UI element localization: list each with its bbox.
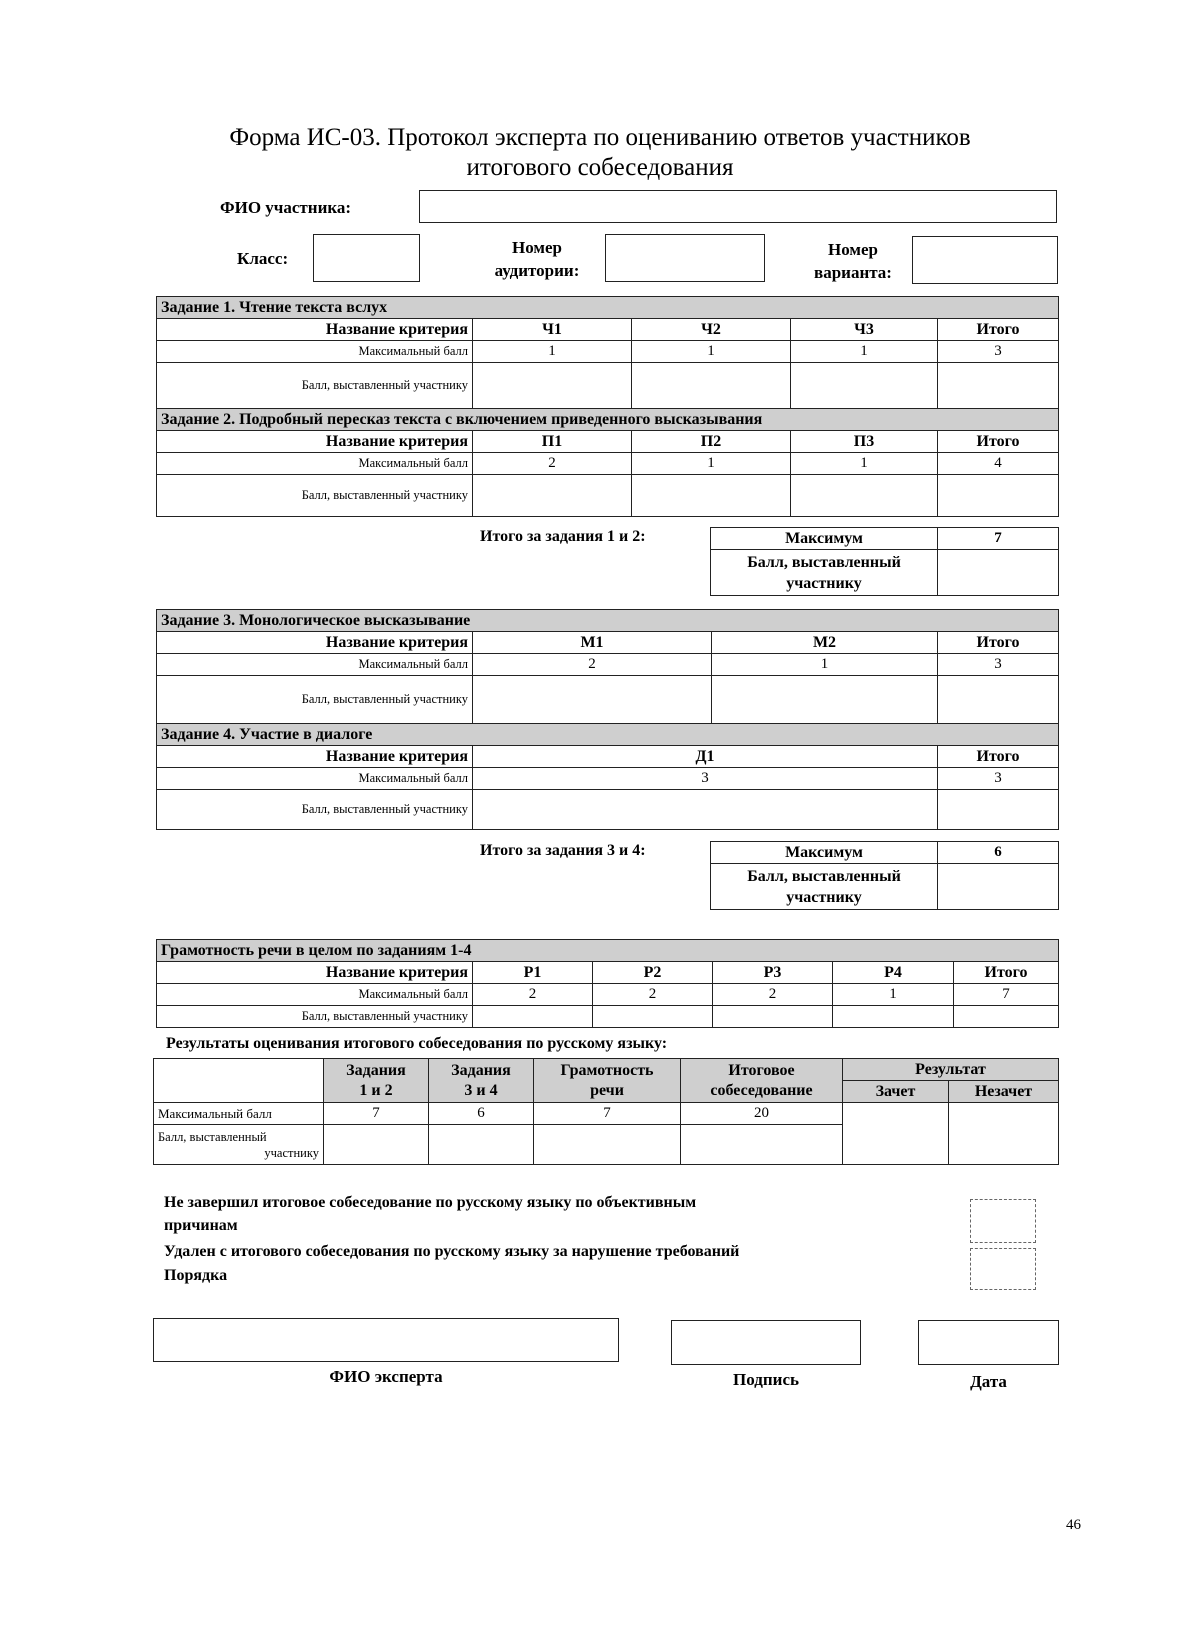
max-score-label: Максимальный балл — [157, 768, 473, 790]
tasks-3-4-table — [156, 609, 1059, 830]
not-finished-line1: Не завершил итоговое собеседование по русскому языку по объективным — [164, 1194, 697, 1211]
literacy-max-r4: 1 — [833, 984, 954, 1006]
participant-score-label: Балл, выставленный участнику — [157, 475, 473, 517]
task1-crit-ch2: Ч2 — [632, 319, 791, 341]
results-max-row-label: Максимальный балл — [154, 1103, 324, 1125]
not-finished-checkbox[interactable] — [970, 1199, 1036, 1243]
results-score-tasks34[interactable] — [429, 1125, 534, 1165]
task3-max-m1: 2 — [473, 654, 712, 676]
room-label-2: аудитории: — [494, 261, 580, 280]
task2-crit-p3: П3 — [791, 431, 938, 453]
results-col2-line2: 3 и 4 — [464, 1081, 498, 1099]
literacy-table — [156, 939, 1059, 1028]
task2-score-total[interactable] — [938, 475, 1059, 517]
sum34-table — [710, 841, 1059, 910]
literacy-score-total[interactable] — [954, 1006, 1059, 1028]
task3-total-header: Итого — [938, 632, 1059, 654]
task4-max-d1: 3 — [473, 768, 938, 790]
task4-crit-d1: Д1 — [473, 746, 938, 768]
task2-max-p2: 1 — [632, 453, 791, 475]
literacy-crit-r1: Р1 — [473, 962, 593, 984]
literacy-score-r4[interactable] — [833, 1006, 954, 1028]
task1-score-ch1[interactable] — [473, 363, 632, 409]
results-col1-line2: 1 и 2 — [359, 1081, 393, 1099]
task2-title: Задание 2. Подробный пересказ текста с включением приведенного высказывания — [157, 409, 1059, 431]
literacy-score-r1[interactable] — [473, 1006, 593, 1028]
form-title-line2: итогового собеседования — [466, 154, 734, 181]
task1-crit-ch3: Ч3 — [791, 319, 938, 341]
task1-score-ch2[interactable] — [632, 363, 791, 409]
max-score-label: Максимальный балл — [157, 984, 473, 1006]
sum34-max-value: 6 — [938, 842, 1059, 864]
sum12-score-input[interactable] — [938, 550, 1059, 596]
tasks-1-2-table — [156, 296, 1059, 517]
results-score-row-label-1: Балл, выставленный — [158, 1129, 267, 1144]
task3-max-total: 3 — [938, 654, 1059, 676]
results-col2-line1: Задания — [451, 1061, 511, 1079]
task4-max-total: 3 — [938, 768, 1059, 790]
task3-score-total[interactable] — [938, 676, 1059, 724]
criterion-name-label: Название критерия — [157, 632, 473, 654]
variant-label-2: варианта: — [814, 263, 892, 282]
removed-checkbox[interactable] — [970, 1248, 1036, 1290]
task4-score-total[interactable] — [938, 790, 1059, 830]
task2-score-p2[interactable] — [632, 475, 791, 517]
class-input[interactable] — [313, 234, 420, 282]
max-score-label: Максимальный балл — [157, 453, 473, 475]
sum34-score-input[interactable] — [938, 864, 1059, 910]
task2-max-total: 4 — [938, 453, 1059, 475]
fio-input[interactable] — [419, 190, 1057, 223]
results-result-header: Результат — [843, 1059, 1059, 1081]
participant-score-label: Балл, выставленный участнику — [157, 790, 473, 830]
literacy-crit-r4: Р4 — [833, 962, 954, 984]
date-input[interactable] — [918, 1320, 1059, 1365]
criterion-name-label: Название критерия — [157, 746, 473, 768]
results-max-literacy: 7 — [534, 1103, 681, 1125]
results-score-total[interactable] — [681, 1125, 843, 1165]
task3-crit-m2: М2 — [712, 632, 938, 654]
task1-max-ch3: 1 — [791, 341, 938, 363]
room-input[interactable] — [605, 234, 765, 282]
task2-crit-p1: П1 — [473, 431, 632, 453]
task3-score-m1[interactable] — [473, 676, 712, 724]
literacy-max-r3: 2 — [713, 984, 833, 1006]
task3-title: Задание 3. Монологическое высказывание — [157, 610, 1059, 632]
page-number: 46 — [1066, 1517, 1081, 1533]
literacy-score-r3[interactable] — [713, 1006, 833, 1028]
results-fail-header: Незачет — [949, 1081, 1059, 1103]
task4-title: Задание 4. Участие в диалоге — [157, 724, 1059, 746]
removed-line1: Удален с итогового собеседования по русскому языку за нарушение требований — [164, 1243, 740, 1260]
task2-max-p3: 1 — [791, 453, 938, 475]
results-score-row-label-2: участнику — [264, 1145, 319, 1160]
participant-score-label: Балл, выставленный участнику — [157, 363, 473, 409]
task4-score-d1[interactable] — [473, 790, 938, 830]
sum34-label: Итого за задания 3 и 4: — [480, 842, 646, 859]
room-label-1: Номер — [512, 238, 562, 257]
criterion-name-label: Название критерия — [157, 962, 473, 984]
task2-score-p1[interactable] — [473, 475, 632, 517]
expert-name-input[interactable] — [153, 1318, 619, 1362]
results-col4-line2: собеседование — [710, 1081, 813, 1099]
literacy-title: Грамотность речи в целом по заданиям 1-4 — [157, 940, 1059, 962]
task2-score-p3[interactable] — [791, 475, 938, 517]
results-table — [153, 1058, 1059, 1165]
date-label: Дата — [970, 1372, 1007, 1391]
literacy-max-r1: 2 — [473, 984, 593, 1006]
task1-max-total: 3 — [938, 341, 1059, 363]
results-fail-cell[interactable] — [949, 1103, 1059, 1165]
fio-label: ФИО участника: — [220, 198, 352, 217]
sum12-label: Итого за задания 1 и 2: — [480, 528, 646, 545]
task3-crit-m1: М1 — [473, 632, 712, 654]
literacy-crit-r3: Р3 — [713, 962, 833, 984]
sum34-score-label-2: участнику — [786, 888, 862, 906]
results-max-tasks12: 7 — [324, 1103, 429, 1125]
results-pass-header: Зачет — [843, 1081, 949, 1103]
task3-max-m2: 1 — [712, 654, 938, 676]
max-score-label: Максимальный балл — [157, 341, 473, 363]
task1-title: Задание 1. Чтение текста вслух — [157, 297, 1059, 319]
form-title-line1: Форма ИС-03. Протокол эксперта по оцениванию ответов участников — [229, 124, 971, 151]
task1-max-ch1: 1 — [473, 341, 632, 363]
class-label: Класс: — [237, 249, 289, 268]
literacy-max-r2: 2 — [593, 984, 713, 1006]
task2-max-p1: 2 — [473, 453, 632, 475]
results-max-total: 20 — [681, 1103, 843, 1125]
task1-score-ch3[interactable] — [791, 363, 938, 409]
literacy-crit-r2: Р2 — [593, 962, 713, 984]
criterion-name-label: Название критерия — [157, 431, 473, 453]
results-col1-line1: Задания — [346, 1061, 406, 1079]
results-max-tasks34: 6 — [429, 1103, 534, 1125]
task1-crit-ch1: Ч1 — [473, 319, 632, 341]
max-score-label: Максимальный балл — [157, 654, 473, 676]
task1-max-ch2: 1 — [632, 341, 791, 363]
participant-score-label: Балл, выставленный участнику — [157, 676, 473, 724]
participant-score-label: Балл, выставленный участнику — [157, 1006, 473, 1028]
sum12-table — [710, 527, 1059, 596]
sum12-score-label-2: участнику — [786, 574, 862, 592]
results-score-literacy[interactable] — [534, 1125, 681, 1165]
task4-total-header: Итого — [938, 746, 1059, 768]
task2-crit-p2: П2 — [632, 431, 791, 453]
task2-total-header: Итого — [938, 431, 1059, 453]
results-col3-line1: Грамотность — [560, 1061, 654, 1079]
results-pass-cell[interactable] — [843, 1103, 949, 1165]
literacy-total-header: Итого — [954, 962, 1059, 984]
results-title: Результаты оценивания итогового собеседования по русскому языку: — [166, 1035, 668, 1052]
results-col4-line1: Итоговое — [728, 1061, 795, 1079]
not-finished-line2: причинам — [164, 1217, 238, 1234]
sum12-max-label: Максимум — [711, 528, 938, 550]
results-col3-line2: речи — [590, 1081, 624, 1099]
variant-input[interactable] — [912, 236, 1058, 284]
sum12-max-value: 7 — [938, 528, 1059, 550]
task1-score-total[interactable] — [938, 363, 1059, 409]
results-score-tasks12[interactable] — [324, 1125, 429, 1165]
sum34-score-label-1: Балл, выставленный — [747, 867, 901, 885]
expert-name-label: ФИО эксперта — [329, 1367, 443, 1386]
task3-score-m2[interactable] — [712, 676, 938, 724]
criterion-name-label: Название критерия — [157, 319, 473, 341]
literacy-score-r2[interactable] — [593, 1006, 713, 1028]
sum12-score-label-1: Балл, выставленный — [747, 553, 901, 571]
signature-label: Подпись — [733, 1370, 799, 1389]
removed-line2: Порядка — [164, 1267, 228, 1284]
sum34-max-label: Максимум — [711, 842, 938, 864]
literacy-max-total: 7 — [954, 984, 1059, 1006]
signature-input[interactable] — [671, 1320, 861, 1365]
task1-total-header: Итого — [938, 319, 1059, 341]
variant-label-1: Номер — [828, 240, 878, 259]
